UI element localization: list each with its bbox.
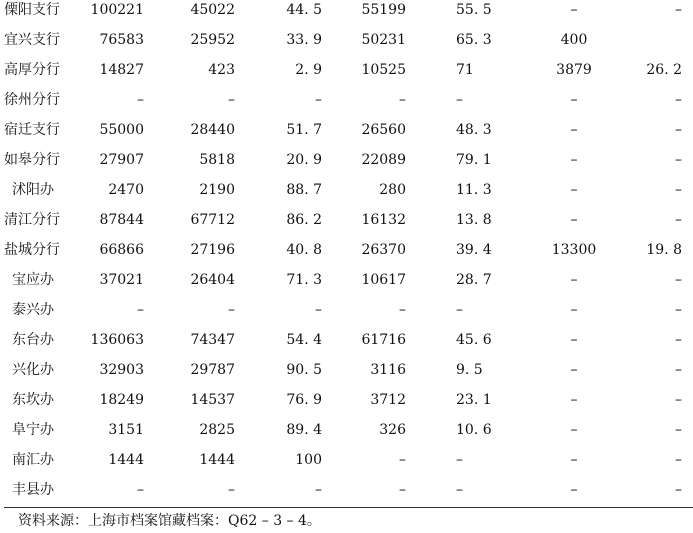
cell-pct-2: 65. 3 xyxy=(456,32,492,48)
cell-pct-1: 86. 2 xyxy=(286,212,322,228)
cell-pct-3: 26. 2 xyxy=(646,62,682,78)
cell-col-2: 2825 xyxy=(199,422,235,438)
cell-col-4: – xyxy=(399,302,406,318)
cell-total: 2470 xyxy=(108,182,144,198)
cell-pct-1: 54. 4 xyxy=(286,332,322,348)
cell-col-4: – xyxy=(399,482,406,498)
cell-pct-3: – xyxy=(675,272,682,288)
cell-pct-2: – xyxy=(456,302,463,318)
cell-col-2: 28440 xyxy=(190,122,235,138)
table-row xyxy=(0,120,693,150)
cell-pct-1: 100 xyxy=(295,452,322,468)
cell-pct-1: 76. 9 xyxy=(286,392,322,408)
cell-col-4: 3712 xyxy=(370,392,406,408)
cell-col-2: – xyxy=(228,92,235,108)
cell-col-2: 26404 xyxy=(190,272,235,288)
table-row xyxy=(0,180,693,210)
row-name: 南汇办 xyxy=(12,452,54,468)
cell-col-6: – xyxy=(570,302,578,318)
cell-col-6: – xyxy=(570,92,578,108)
row-name: 傈阳支行 xyxy=(4,2,60,18)
cell-pct-2: 39. 4 xyxy=(456,242,492,258)
cell-col-6: – xyxy=(570,482,578,498)
cell-col-4: 280 xyxy=(379,182,406,198)
row-name: 清江分行 xyxy=(4,212,60,228)
cell-col-2: – xyxy=(228,482,235,498)
cell-total: 100221 xyxy=(90,2,144,18)
row-name: 如皋分行 xyxy=(4,152,60,168)
cell-pct-1: 51. 7 xyxy=(286,122,322,138)
row-name: 丰县办 xyxy=(12,482,54,498)
cell-col-4: 26560 xyxy=(361,122,406,138)
row-name: 宜兴支行 xyxy=(4,32,60,48)
cell-total: 32903 xyxy=(99,362,144,378)
cell-col-4: 3116 xyxy=(370,362,406,378)
cell-pct-3: – xyxy=(675,2,682,18)
cell-col-4: 10525 xyxy=(361,62,406,78)
cell-pct-3: – xyxy=(675,482,682,498)
cell-pct-1: 33. 9 xyxy=(286,32,322,48)
cell-total: – xyxy=(137,92,144,108)
cell-total: 18249 xyxy=(99,392,144,408)
cell-total: – xyxy=(137,482,144,498)
table-row xyxy=(0,270,693,300)
cell-col-6: – xyxy=(570,392,578,408)
cell-col-4: 55199 xyxy=(361,2,406,18)
cell-col-4: 26370 xyxy=(361,242,406,258)
cell-col-2: – xyxy=(228,302,235,318)
cell-col-4: 16132 xyxy=(361,212,406,228)
cell-col-6: – xyxy=(570,362,578,378)
table-row xyxy=(0,360,693,390)
cell-pct-3: – xyxy=(675,122,682,138)
cell-pct-2: 55. 5 xyxy=(456,2,492,18)
cell-pct-1: 89. 4 xyxy=(286,422,322,438)
cell-col-6: – xyxy=(570,422,578,438)
cell-pct-2: – xyxy=(456,92,463,108)
cell-col-6: – xyxy=(570,272,578,288)
cell-pct-2: 48. 3 xyxy=(456,122,492,138)
cell-col-2: 45022 xyxy=(190,2,235,18)
cell-pct-2: – xyxy=(456,452,463,468)
cell-total: 87844 xyxy=(99,212,144,228)
table-row xyxy=(0,300,693,330)
cell-pct-1: – xyxy=(315,302,322,318)
cell-col-2: 5818 xyxy=(199,152,235,168)
cell-col-6: 3879 xyxy=(556,62,592,78)
table-row xyxy=(0,0,693,30)
cell-pct-2: 28. 7 xyxy=(456,272,492,288)
cell-col-6: – xyxy=(570,122,578,138)
cell-col-2: 14537 xyxy=(190,392,235,408)
cell-pct-1: 90. 5 xyxy=(286,362,322,378)
row-name: 宿迁支行 xyxy=(4,122,60,138)
table-bottom-rule xyxy=(4,507,693,508)
cell-col-4: 326 xyxy=(379,422,406,438)
cell-pct-2: 23. 1 xyxy=(456,392,492,408)
table-row xyxy=(0,60,693,90)
cell-col-6: – xyxy=(570,182,578,198)
row-name: 宝应办 xyxy=(12,272,54,288)
row-name: 盐城分行 xyxy=(4,242,60,258)
cell-col-2: 67712 xyxy=(190,212,235,228)
cell-pct-3: 19. 8 xyxy=(646,242,682,258)
cell-pct-2: 10. 6 xyxy=(456,422,492,438)
cell-col-2: 27196 xyxy=(190,242,235,258)
cell-col-4: 50231 xyxy=(361,32,406,48)
row-name: 泰兴办 xyxy=(12,302,54,318)
cell-pct-1: 44. 5 xyxy=(286,2,322,18)
table-row xyxy=(0,450,693,480)
cell-col-2: 423 xyxy=(208,62,235,78)
cell-pct-3: – xyxy=(675,362,682,378)
cell-col-4: 22089 xyxy=(361,152,406,168)
cell-pct-3: – xyxy=(675,332,682,348)
cell-pct-2: – xyxy=(456,482,463,498)
cell-col-2: 1444 xyxy=(199,452,235,468)
row-name: 徐州分行 xyxy=(4,92,60,108)
row-name: 东台办 xyxy=(12,332,54,348)
cell-col-4: – xyxy=(399,92,406,108)
cell-pct-2: 9. 5 xyxy=(456,362,483,378)
cell-col-4: 10617 xyxy=(361,272,406,288)
table-row xyxy=(0,210,693,240)
cell-pct-1: 71. 3 xyxy=(286,272,322,288)
cell-pct-3: – xyxy=(675,392,682,408)
cell-col-6: – xyxy=(570,332,578,348)
cell-col-4: – xyxy=(399,452,406,468)
table-row xyxy=(0,30,693,60)
row-name: 阜宁办 xyxy=(12,422,54,438)
cell-total: 66866 xyxy=(99,242,144,258)
cell-col-6: – xyxy=(570,152,578,168)
cell-col-6: – xyxy=(570,452,578,468)
table-row xyxy=(0,420,693,450)
cell-col-2: 2190 xyxy=(199,182,235,198)
cell-col-2: 29787 xyxy=(190,362,235,378)
cell-pct-3: – xyxy=(675,302,682,318)
cell-pct-3: – xyxy=(675,452,682,468)
cell-pct-3: – xyxy=(675,422,682,438)
cell-total: – xyxy=(137,302,144,318)
cell-total: 14827 xyxy=(99,62,144,78)
cell-total: 55000 xyxy=(99,122,144,138)
cell-pct-3: – xyxy=(675,212,682,228)
cell-pct-3: – xyxy=(675,152,682,168)
table-row xyxy=(0,150,693,180)
cell-pct-1: – xyxy=(315,92,322,108)
cell-total: 76583 xyxy=(99,32,144,48)
cell-pct-3: – xyxy=(675,92,682,108)
cell-total: 37021 xyxy=(99,272,144,288)
cell-pct-1: 40. 8 xyxy=(286,242,322,258)
cell-pct-2: 71 xyxy=(456,62,474,78)
cell-total: 27907 xyxy=(99,152,144,168)
cell-total: 3151 xyxy=(108,422,144,438)
table-row xyxy=(0,240,693,270)
row-name: 东坎办 xyxy=(12,392,54,408)
cell-col-2: 74347 xyxy=(190,332,235,348)
cell-col-6: 13300 xyxy=(551,242,597,258)
cell-pct-3: – xyxy=(675,182,682,198)
cell-pct-2: 45. 6 xyxy=(456,332,492,348)
cell-pct-1: – xyxy=(315,482,322,498)
cell-col-6: – xyxy=(570,212,578,228)
table-row xyxy=(0,330,693,360)
cell-col-6: 400 xyxy=(560,32,588,48)
cell-col-4: 61716 xyxy=(361,332,406,348)
source-note: 资料来源：上海市档案馆藏档案：Q62 – 3 – 4。 xyxy=(18,513,321,529)
cell-total: 136063 xyxy=(90,332,144,348)
cell-pct-1: 2. 9 xyxy=(295,62,322,78)
cell-pct-1: 20. 9 xyxy=(286,152,322,168)
cell-total: 1444 xyxy=(108,452,144,468)
table-row xyxy=(0,390,693,420)
cell-col-6: – xyxy=(570,2,578,18)
cell-pct-2: 13. 8 xyxy=(456,212,492,228)
table-row xyxy=(0,90,693,120)
cell-pct-2: 79. 1 xyxy=(456,152,492,168)
row-name: 兴化办 xyxy=(12,362,54,378)
row-name: 沭阳办 xyxy=(12,182,54,198)
row-name: 高厚分行 xyxy=(4,62,60,78)
table-row xyxy=(0,480,693,510)
cell-col-2: 25952 xyxy=(190,32,235,48)
cell-pct-1: 88. 7 xyxy=(286,182,322,198)
cell-pct-2: 11. 3 xyxy=(456,182,492,198)
